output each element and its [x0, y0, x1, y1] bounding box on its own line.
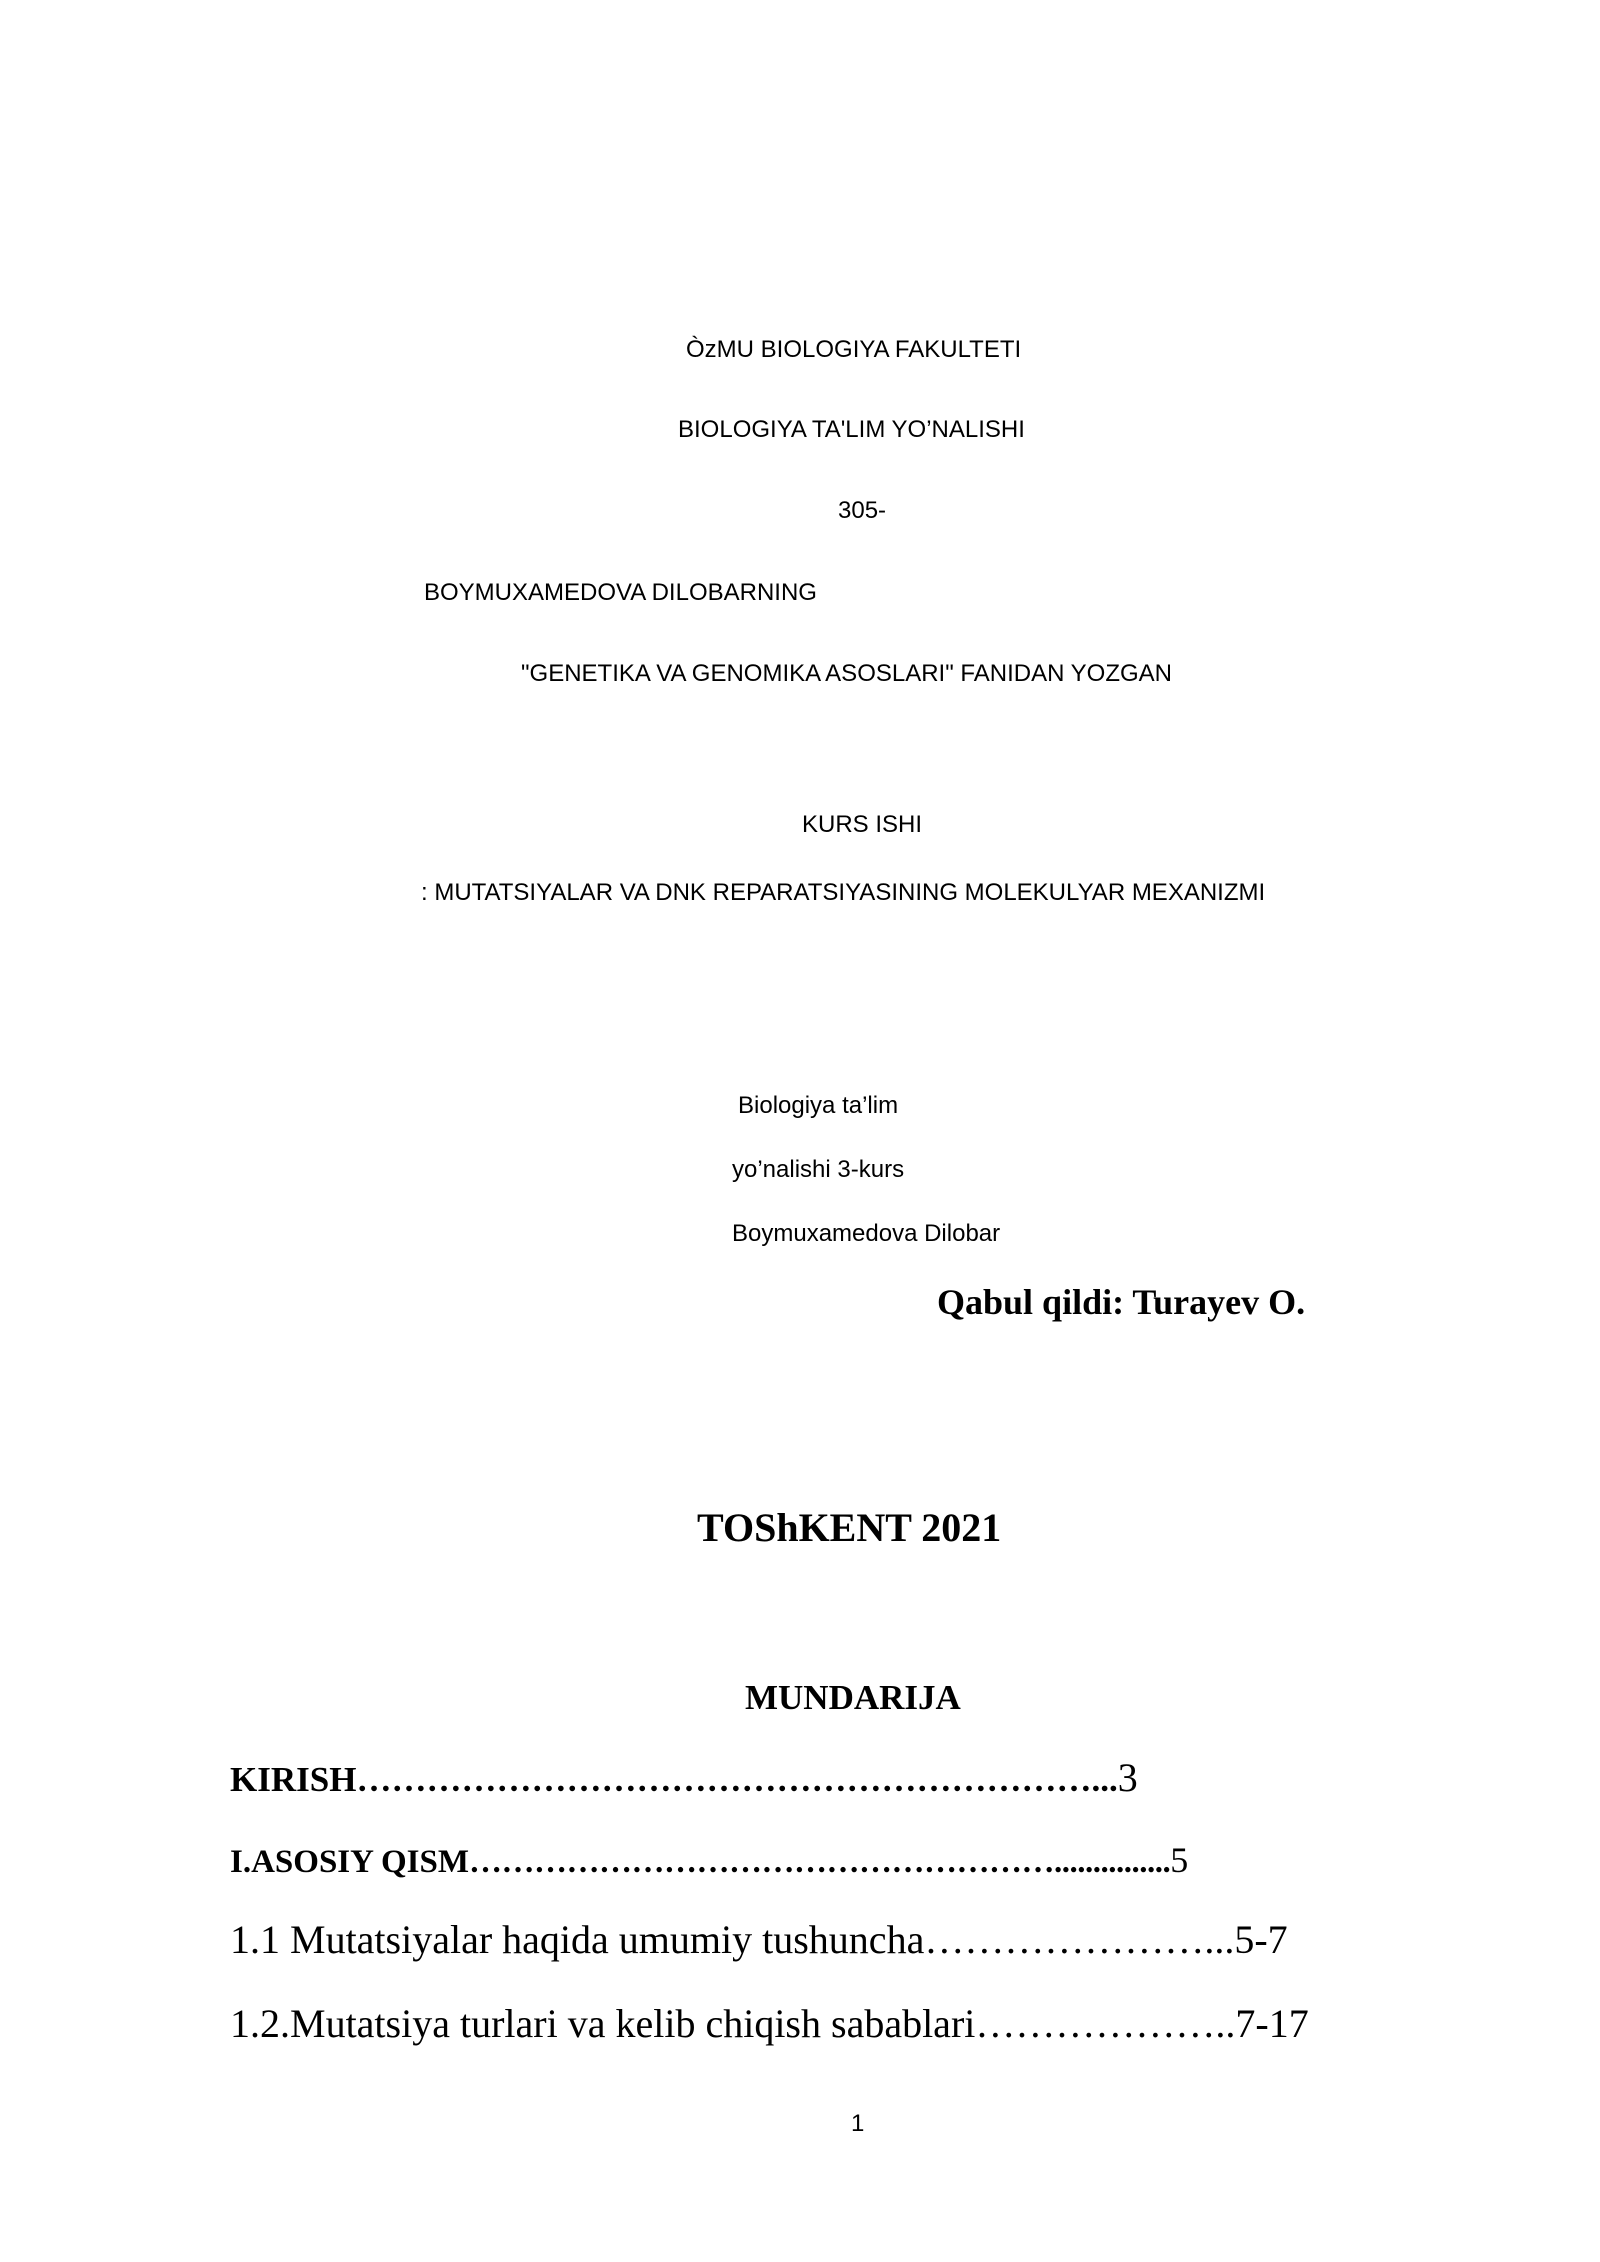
group-line: 305-	[838, 497, 887, 524]
author-info-line-3: Boymuxamedova Dilobar	[732, 1220, 1001, 1247]
toc-item-2	[230, 1842, 1188, 1879]
toc-item-label: KIRISH	[230, 1760, 357, 1799]
toc-item-page: 5	[1170, 1840, 1189, 1880]
toc-item-3	[230, 1917, 1288, 1962]
city-year: TOShKENT 2021	[697, 1505, 1002, 1550]
toc-title: MUNDARIJA	[745, 1678, 961, 1717]
toc-item-label: 1.2.Mutatsiya turlari va kelib chiqish sabablari	[230, 2001, 976, 2046]
toc-item-4	[230, 2001, 1309, 2046]
author-info-line-2: yo’nalishi 3-kurs	[732, 1156, 905, 1183]
toc-item-leader: ………………………………………………...............	[469, 1844, 1171, 1880]
faculty-line: ÒzMU BIOLOGIYA FAKULTETI	[686, 336, 1022, 363]
toc-item-1	[230, 1755, 1138, 1800]
subject-line: "GENETIKA VA GENOMIKA ASOSLARI" FANIDAN YOZGAN	[521, 660, 1172, 687]
toc-item-page: 5-7	[1234, 1917, 1288, 1962]
topic-line: : MUTATSIYALAR VA DNK REPARATSIYASINING MOLEKULYAR MEXANIZMI	[421, 879, 1266, 906]
page-number: 1	[851, 2110, 865, 2137]
toc-item-page: 7-17	[1235, 2001, 1309, 2046]
toc-item-leader: ………………………………………………………...	[356, 1760, 1118, 1799]
direction-line: BIOLOGIYA TA'LIM YO’NALISHI	[678, 416, 1025, 443]
toc-item-label: 1.1 Mutatsiyalar haqida umumiy tushuncha	[230, 1917, 925, 1962]
toc-item-leader: ………………..	[975, 2001, 1236, 2046]
work-type: KURS ISHI	[802, 811, 923, 838]
toc-item-label: I.ASOSIY QISM	[230, 1844, 470, 1880]
toc-item-page: 3	[1117, 1755, 1138, 1800]
toc-item-leader: …………………...	[924, 1917, 1235, 1962]
author-line: BOYMUXAMEDOVA DILOBARNING	[424, 579, 817, 606]
author-info-line-1: Biologiya ta’lim	[738, 1092, 899, 1119]
accepted-by: Qabul qildi: Turayev O.	[937, 1282, 1306, 1322]
